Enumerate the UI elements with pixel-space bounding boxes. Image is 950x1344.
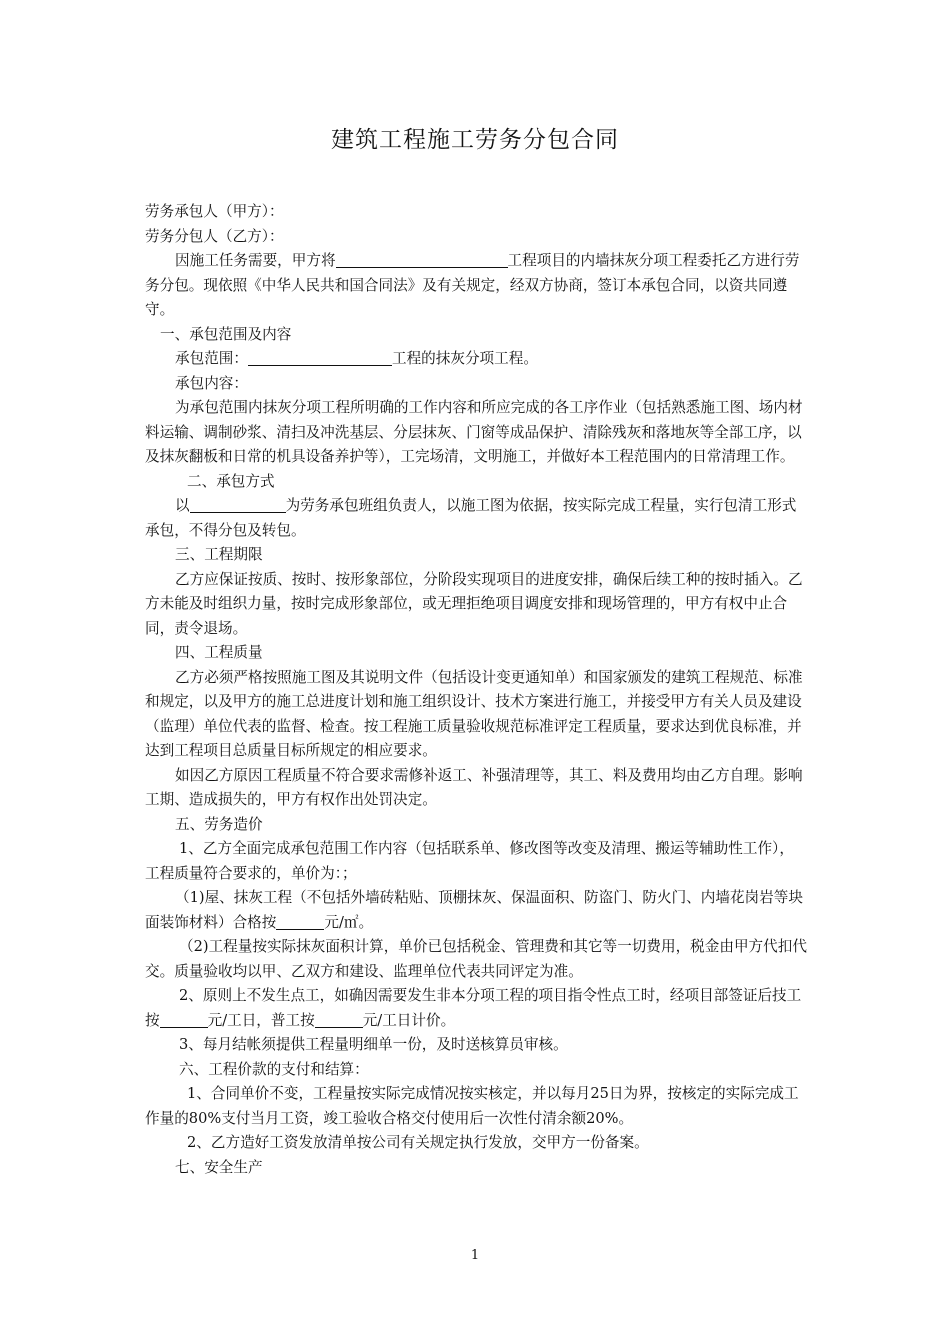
section-1-heading: 一、承包范围及内容 — [160, 325, 292, 343]
content-paragraph: 为承包范围内抹灰分项工程所明确的工作内容和所应完成的各工序作业（包括熟悉施工图、场内材料运输、调制砂浆、清扫及冲洗基层、分层抹灰、门窗等成品保护、清除残灰和落地灰等全部工序，以及抹灰翻板和日常的机具设备养护等），工完场清，文明施工，并做好本工程范围内的日常清理工作。 — [145, 399, 803, 465]
section-2-paragraph — [145, 494, 807, 543]
intro-text-a: 因施工任务需要，甲方将 — [175, 252, 336, 269]
page-number: 1 — [470, 1248, 480, 1263]
unit-price-blank — [276, 912, 324, 930]
s5-p4-text-b: 元/工日，普工按 — [207, 1011, 315, 1029]
s2-text-b: 为劳务承包班组负责人，以施工图为依据，按实际完成工程量，实行包清工形式承包，不得分包及转包。 — [145, 497, 797, 539]
section-5-item-1: 1、乙方全面完成承包范围工作内容（包括联系单、修改图等改变及清理、搬运等辅助性工作），工程质量符合要求的，单价为：； — [145, 840, 794, 882]
section-5-item-3: 3、每月结帐须提供工程量明细单一份，及时送核算员审核。 — [179, 1036, 568, 1053]
project-name-blank — [336, 250, 508, 268]
section-4-paragraph-2: 如因乙方原因工程质量不符合要求需修补返工、补强清理等，其工、料及费用均由乙方自理。影响工期、造成损失的，甲方有权作出处罚决定。 — [145, 766, 803, 808]
section-4-paragraph-1: 乙方必须严格按照施工图及其说明文件（包括设计变更通知单）和国家颁发的建筑工程规范、标准和规定，以及甲方的施工总进度计划和施工组织设计、技术方案进行施工，并接受甲方有关人员及建设（监理）单位代表的监督、检查。按工程施工质量验收规范标准评定工程质量，要求达到优良标准，并达到工程项目总质量目标所规定的相应要求。 — [145, 668, 803, 759]
document-title: 建筑工程施工劳务分包合同 — [331, 127, 619, 153]
section-3-paragraph: 乙方应保证按质、按时、按形象部位，分阶段实现项目的进度安排，确保后续工种的按时插入。乙方未能及时组织力量，按时完成形象部位，或无理拒绝项目调度安排和现场管理的，甲方有权中止合同，责令退场。 — [145, 570, 803, 637]
scope-text: 工程的抹灰分项工程。 — [391, 350, 538, 367]
section-5-item-1-2: （2)工程量按实际抹灰面积计算，单价已包括税金、管理费和其它等一切费用，税金由甲方代扣代交。质量验收均以甲、乙双方和建设、监理单位代表共同评定为准。 — [145, 938, 807, 980]
section-7-heading: 七、安全生产 — [175, 1158, 263, 1176]
intro-text-b: 工程项目的内墙抹灰分项工程委托乙方进行劳务分包。现依照《中华人民共和国合同法》及有关规定，经双方协商，签订本承包合同，以资共同遵守。 — [145, 252, 800, 318]
skilled-rate-blank — [160, 1010, 208, 1028]
general-rate-blank — [315, 1010, 363, 1028]
s5-p4-text-c: 元/工日计价。 — [362, 1011, 456, 1029]
party-a-line: 劳务承包人（甲方）： — [145, 203, 284, 220]
s2-text-a: 以 — [175, 497, 190, 514]
section-2-heading: 二、承包方式 — [187, 472, 275, 490]
scope-label: 承包范围： — [175, 350, 248, 367]
content-label: 承包内容： — [175, 374, 248, 392]
intro-paragraph — [145, 249, 807, 323]
section-4-heading: 四、工程质量 — [175, 644, 263, 661]
section-5-heading: 五、劳务造价 — [175, 815, 263, 833]
contract-body — [145, 200, 807, 1180]
s5-p4-text-a: 2、原则上不发生点工，如确因需要发生非本分项工程的项目指令性点工时，经项目部签证后技工按 — [145, 987, 802, 1029]
section-5-item-1-1 — [145, 886, 807, 935]
team-leader-blank — [190, 495, 286, 513]
scope-blank — [248, 348, 392, 366]
section-5-item-2 — [145, 984, 807, 1033]
section-3-heading: 三、工程期限 — [175, 546, 263, 563]
party-b-line: 劳务分包人（乙方）： — [145, 227, 284, 245]
section-6-item-2: 2、乙方造好工资发放清单按公司有关规定执行发放，交甲方一份备案。 — [187, 1134, 649, 1151]
section-6-item-1: 1、合同单价不变，工程量按实际完成情况按实核定，并以每月25日为界，按核定的实际完成工作量的80%支付当月工资，竣工验收合格交付使用后一次性付清余额20%。 — [145, 1085, 799, 1127]
section-6-heading: 六、工程价款的支付和结算： — [179, 1060, 369, 1078]
s5-p2-text-a: （1)屋、抹灰工程（不包括外墙砖粘贴、顶棚抹灰、保温面积、防盗门、防火门、内墙花岗岩等块面装饰材料）合格按 — [145, 889, 803, 931]
s5-p2-text-b: 元/㎡。 — [324, 913, 374, 931]
scope-line — [145, 347, 807, 372]
